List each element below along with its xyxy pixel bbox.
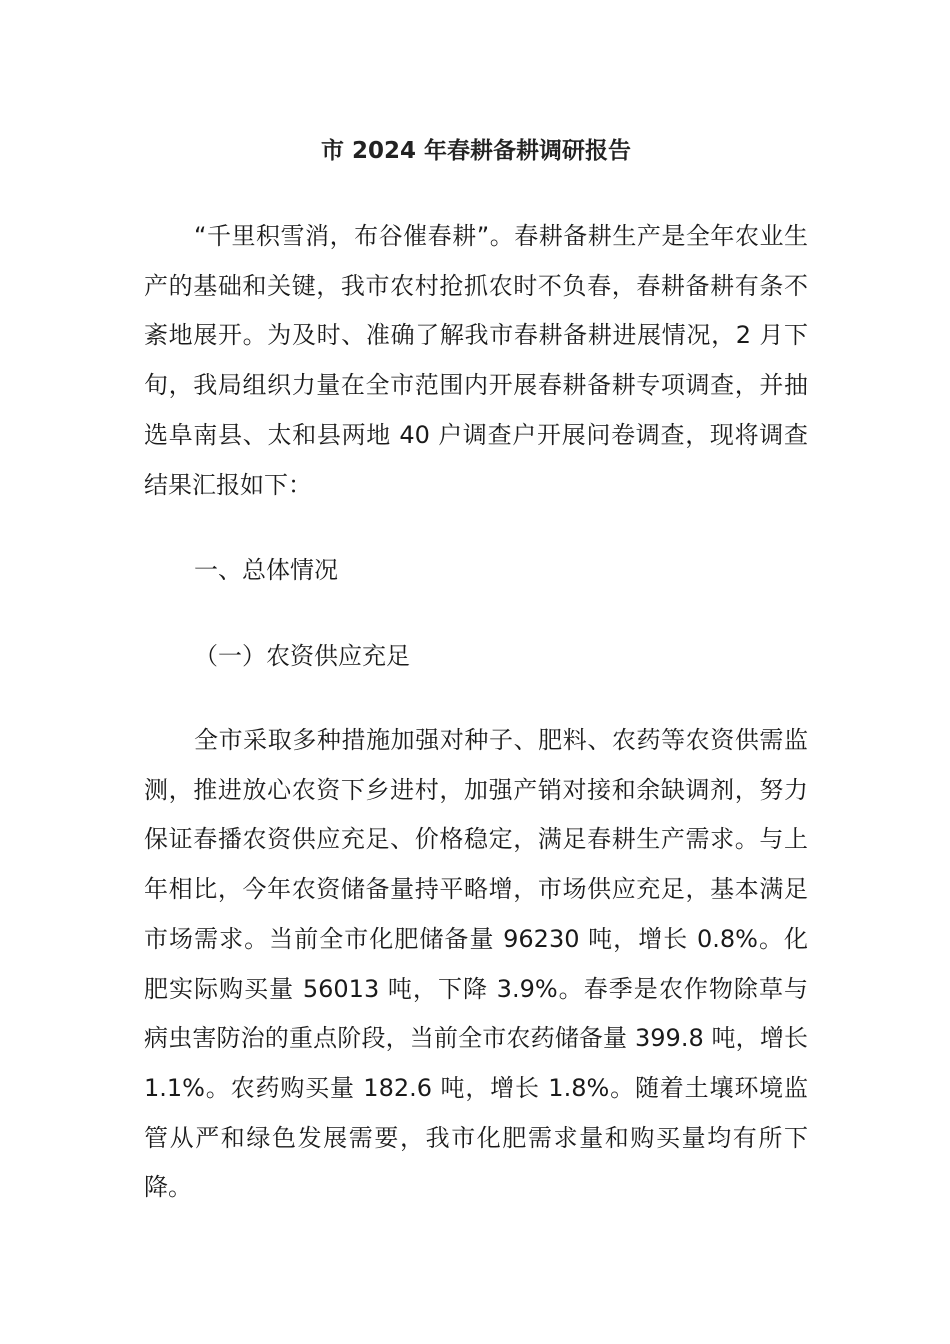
intro-paragraph: “千里积雪消，布谷催春耕”。春耕备耕生产是全年农业生产的基础和关键，我市农村抢抓农时不负春，春耕备耕有条不紊地展开。为及时、准确了解我市春耕备耕进展情况，2 月下旬，我局组织力量在全市范围内开展春耕备耕专项调查，并抽选阜南县、太和县两地 40 户调查户开展问卷调查，现将调查结果汇报如下： xyxy=(144,222,808,499)
document-title: 市 2024 年春耕备耕调研报告 xyxy=(320,138,632,164)
section-heading-overall: 一、总体情况 xyxy=(194,556,338,584)
supply-paragraph: 全市采取多种措施加强对种子、肥料、农药等农资供需监测，推进放心农资下乡进村，加强产销对接和余缺调剂，努力保证春播农资供应充足、价格稳定，满足春耕生产需求。与上年相比，今年农资储备量持平略增，市场供应充足，基本满足市场需求。当前全市化肥储备量 96230 吨，增长 0.8%。化肥实际购买量 56013 吨，下降 3.9%。春季是农作物除草与病虫害防治的重点阶段，当前全市农药储备量 399.8 吨，增长 1.1%。农药购买量 182.6 吨，增长 1.8%。随着土壤环境监管从严和绿色发展需要，我市化肥需求量和购买量均有所下降。 xyxy=(144,726,808,1202)
subsection-heading-supply: （一）农资供应充足 xyxy=(194,642,410,670)
